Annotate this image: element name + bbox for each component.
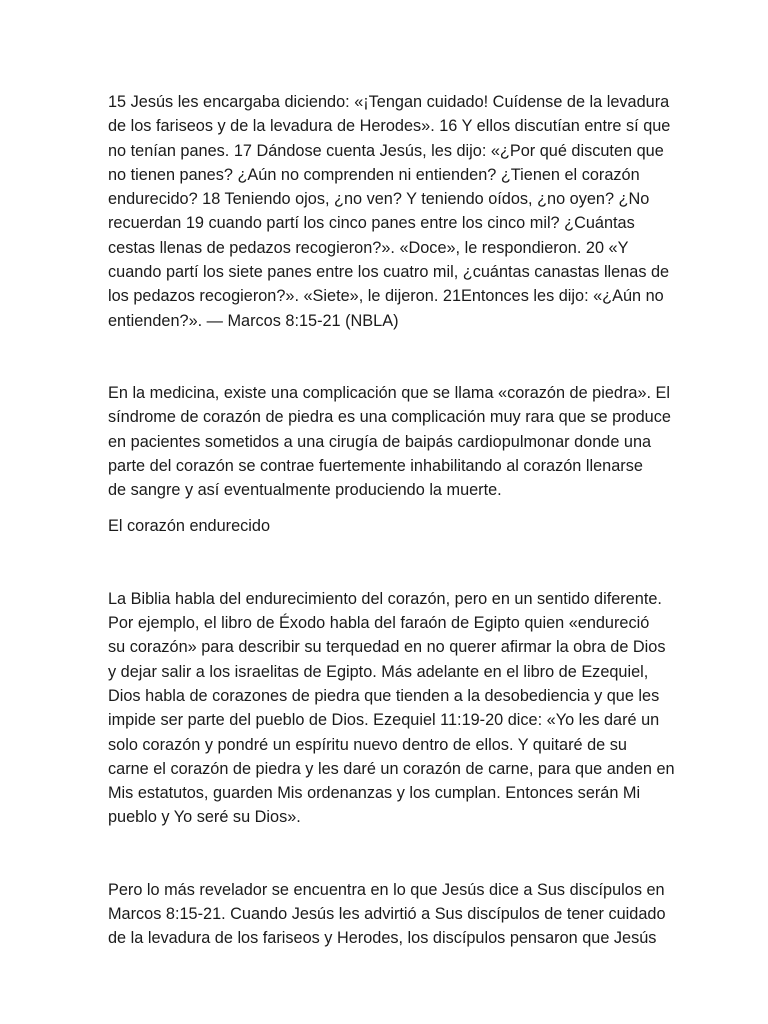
text-line: La Biblia habla del endurecimiento del corazón, pero en un sentido diferente. [108,589,662,608]
text-line: Por ejemplo, el libro de Éxodo habla del faraón de Egipto quien «endureció [108,614,650,633]
text-line: cestas llenas de pedazos recogieron?». «Doce», le respondieron. 20 «Y [108,238,629,257]
text-line: síndrome de corazón de piedra es una complicación muy rara que se produce [108,408,671,427]
scripture-quote-paragraph [108,90,671,333]
text-line: parte del corazón se contrae fuertemente inhabilitando al corazón llenarse [108,456,643,475]
text-line: Mis estatutos, guarden Mis ordenanzas y los cumplan. Entonces serán Mi [108,784,641,803]
text-line: de la levadura de los fariseos y Herodes, los discípulos pensaron que Jesús [108,929,657,948]
section-heading-text: El corazón endurecido [108,517,271,536]
text-line: Pero lo más revelador se encuentra en lo que Jesús dice a Sus discípulos en [108,880,665,899]
text-line: En la medicina, existe una complicación que se llama «corazón de piedra». El [108,383,671,402]
text-line: en pacientes sometidos a una cirugía de baipás cardiopulmonar donde una [108,432,652,451]
text-line: y dejar salir a los israelitas de Egipto. Más adelante en el libro de Ezequiel, [108,662,649,681]
text-line: Dios habla de corazones de piedra que tienden a la desobediencia y que les [108,686,660,705]
bible-paragraph [108,587,675,830]
text-line: entienden?». — Marcos 8:15-21 (NBLA) [108,311,399,330]
text-line: de sangre y así eventualmente produciendo la muerte. [108,481,502,500]
text-line: Marcos 8:15-21. Cuando Jesús les advirtió a Sus discípulos de tener cuidado [108,905,666,924]
text-line: los pedazos recogieron?». «Siete», le dijeron. 21Entonces les dijo: «¿Aún no [108,287,664,306]
text-line: recuerdan 19 cuando partí los cinco panes entre los cinco mil? ¿Cuántas [108,214,635,233]
medicine-paragraph [108,381,671,502]
text-line: cuando partí los siete panes entre los cuatro mil, ¿cuántas canastas llenas de [108,263,670,282]
text-line: no tienen panes? ¿Aún no comprenden ni entienden? ¿Tienen el corazón [108,165,640,184]
text-line: no tenían panes. 17 Dándose cuenta Jesús, les dijo: «¿Por qué discuten que [108,141,664,160]
document-page [108,90,675,951]
text-line: solo corazón y pondré un espíritu nuevo dentro de ellos. Y quitaré de su [108,735,627,754]
text-line: impide ser parte del pueblo de Dios. Ezequiel 11:19-20 dice: «Yo les daré un [108,711,660,730]
revealing-paragraph [108,878,668,951]
section-heading [108,514,668,538]
text-line: 15 Jesús les encargaba diciendo: «¡Tengan cuidado! Cuídense de la levadura [108,93,670,111]
text-line: carne el corazón de piedra y les daré un corazón de carne, para que anden en [108,759,675,778]
text-line: endurecido? 18 Teniendo ojos, ¿no ven? Y teniendo oídos, ¿no oyen? ¿No [108,190,650,209]
text-line: de los fariseos y de la levadura de Herodes». 16 Y ellos discutían entre sí que [108,117,671,136]
text-line: su corazón» para describir su terquedad en no querer afirmar la obra de Dios [108,638,666,657]
text-line: pueblo y Yo seré su Dios». [108,808,301,827]
